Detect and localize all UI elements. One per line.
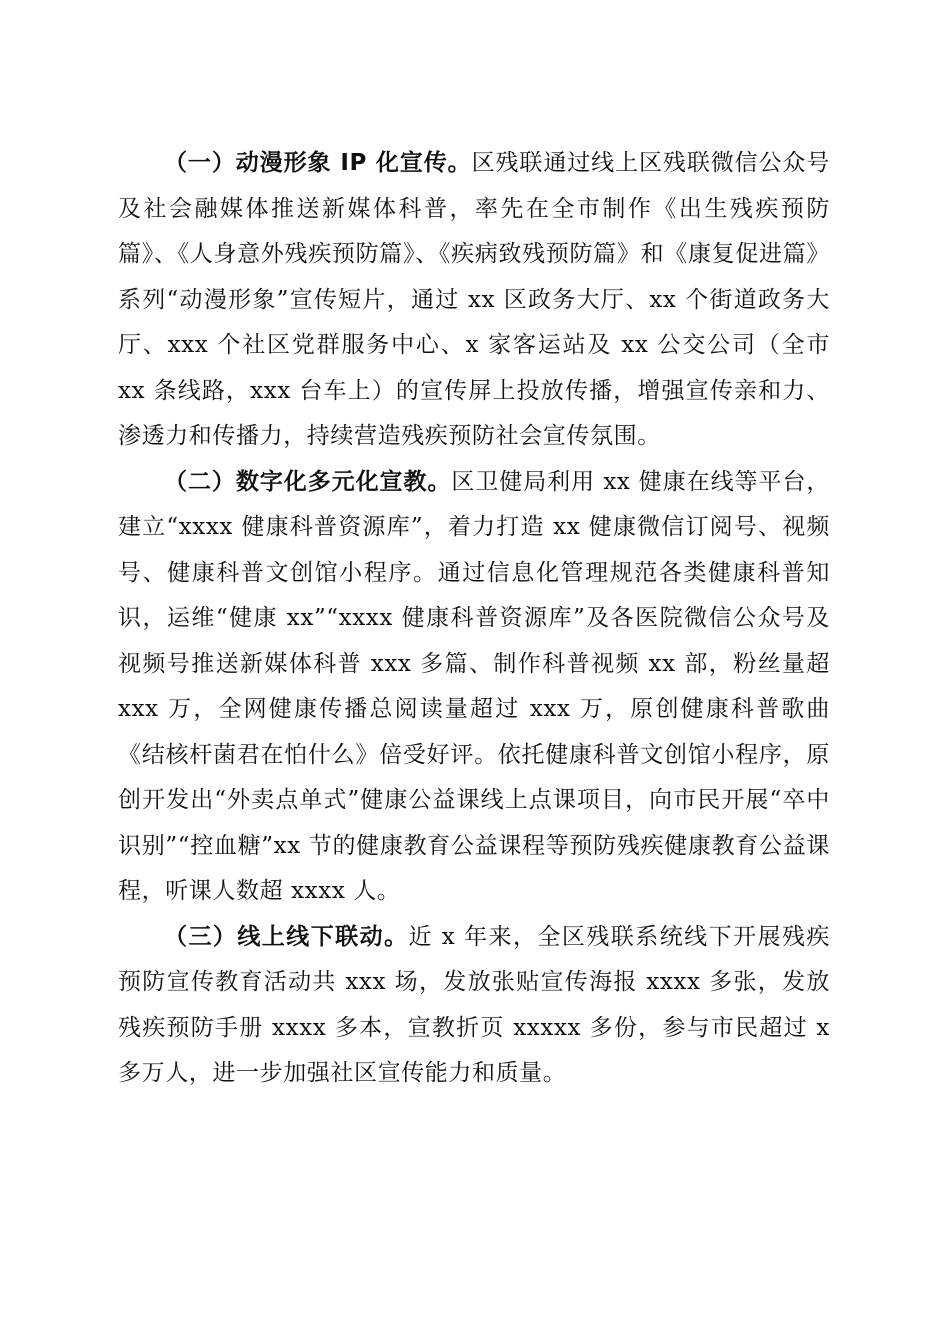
- paragraph-1: [118, 141, 830, 460]
- paragraph-2-heading: （二）数字化多元化宣教。: [164, 468, 452, 495]
- paragraph-1-heading: （一）动漫形象 IP 化宣传。: [164, 150, 472, 176]
- paragraph-3: [118, 915, 830, 1097]
- paragraph-3-body: 近 x 年来，全区残联系统线下开展残疾预防宣传教育活动共 xxx 场，发放张贴宣传海报 xxxx 多张，发放残疾预防手册 xxxx 多本，宣教折页 xxxxx 多份，参与市民超过 x 多万人，进一步加强社区宣传能力和质量。: [118, 923, 831, 1086]
- paragraph-1-body: 区残联通过线上区残联微信公众号及社会融媒体推送新媒体科普，率先在全市制作《出生残疾预防篇》、《人身意外残疾预防篇》、《疾病致残预防篇》和《康复促进篇》系列“动漫形象”宣传短片，通过 xx 区政务大厅、xx 个街道政务大厅、xxx 个社区党群服务中心、x 家客运站及 xx 公交公司（全市 xx 条线路，xxx 台车上）的宣传屏上投放传播，增强宣传亲和力、渗透力和传播力，持续营造残疾预防社会宣传氛围。: [118, 150, 831, 449]
- paragraph-2-body: 区卫健局利用 xx 健康在线等平台，建立“xxxx 健康科普资源库”，着力打造 xx 健康微信订阅号、视频号、健康科普文创馆小程序。通过信息化管理规范各类健康科普知识，运维“健康 xx”“xxxx 健康科普资源库”及各医院微信公众号及视频号推送新媒体科普 xxx 多篇、制作科普视频 xx 部，粉丝量超 xxx 万，全网健康传播总阅读量超过 xxx 万，原创健康科普歌曲《结核杆菌君在怕什么》倍受好评。依托健康科普文创馆小程序，原创开发出“外卖点单式”健康公益课线上点课项目，向市民开展“卒中识别”“控血糖”xx 节的健康教育公益课程等预防残疾健康教育公益课程，听课人数超 xxxx 人。: [118, 468, 830, 904]
- document-page: [118, 141, 830, 1097]
- paragraph-2: [118, 460, 830, 915]
- paragraph-3-heading: （三）线上线下联动。: [164, 923, 409, 950]
